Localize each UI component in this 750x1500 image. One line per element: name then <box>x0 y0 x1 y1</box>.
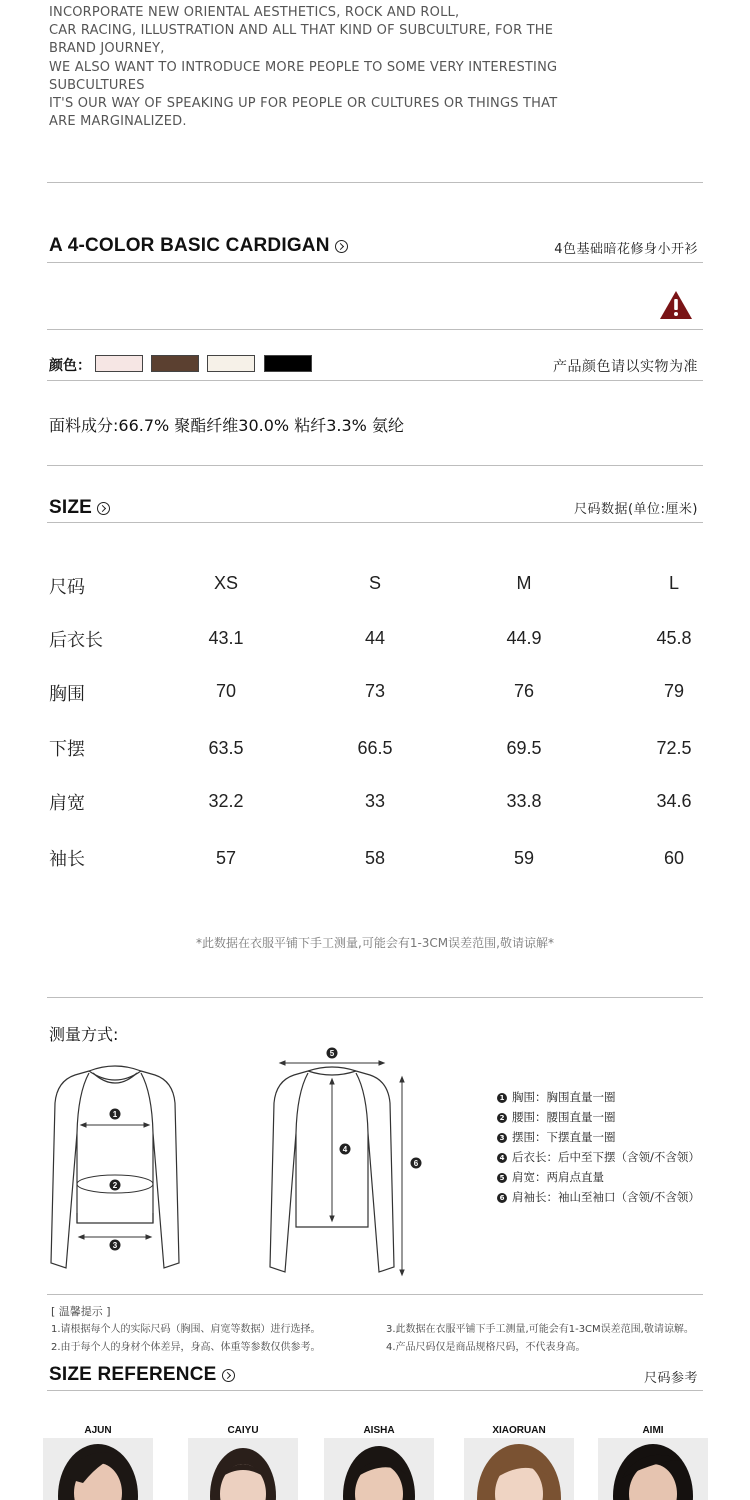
color-label: 颜色： <box>49 358 91 374</box>
intro-line: CAR RACING, ILLUSTRATION AND ALL THAT KIND OF SUBCULTURE, FOR THE <box>49 23 554 39</box>
measure-marker-3 <box>110 1240 121 1251</box>
size-header-label: 尺码 <box>49 577 85 598</box>
size-header: S <box>368 573 381 593</box>
size-title-row <box>49 497 110 519</box>
color-swatch[interactable] <box>207 355 255 372</box>
measure-marker-label: 4 <box>342 1145 348 1154</box>
model-name: AJUN <box>84 1425 112 1436</box>
tip-item: 4.产品尺码仅是商品规格尺码，不代表身高。 <box>386 1342 586 1353</box>
size-reference-title: SIZE REFERENCE <box>49 1364 217 1385</box>
intro-line: WE ALSO WANT TO INTRODUCE MORE PEOPLE TO SOME VERY INTERESTING <box>49 59 558 75</box>
size-disclaimer: *此数据在衣服平铺下手工测量,可能会有1-3CM误差范围,敬请谅解* <box>196 936 554 950</box>
color-swatch[interactable] <box>95 355 143 372</box>
divider <box>47 465 703 466</box>
measure-title: 测量方式: <box>49 1025 119 1044</box>
measure-marker-label: 2 <box>112 1181 118 1190</box>
legend-item <box>497 1147 700 1167</box>
divider <box>47 1390 703 1391</box>
model-portrait <box>324 1438 434 1500</box>
model-name: XIAORUAN <box>492 1425 546 1436</box>
model-portrait <box>43 1438 153 1500</box>
warning-icon <box>659 290 693 320</box>
front-garment-diagram <box>45 1063 185 1278</box>
product-title: A 4-COLOR BASIC CARDIGAN <box>49 235 330 256</box>
size-reference-label: 尺码参考 <box>643 1371 698 1386</box>
size-cell: 72.5 <box>656 738 692 758</box>
legend-number: 6 <box>497 1193 507 1203</box>
measure-marker-label: 1 <box>112 1110 118 1119</box>
chevron-right-circle-icon <box>97 502 110 515</box>
size-cell: 66.5 <box>357 738 393 758</box>
size-reference-title-row <box>49 1364 235 1386</box>
legend-number: 5 <box>497 1173 507 1183</box>
size-header: M <box>516 573 532 593</box>
intro-line: BRAND JOURNEY, <box>49 41 165 57</box>
size-cell: 76 <box>513 681 535 701</box>
size-cell: 59 <box>513 848 535 868</box>
fabric-composition: 面料成分:66.7% 聚酯纤维30.0% 粘纤3.3% 氨纶 <box>49 416 404 435</box>
legend-item <box>497 1087 700 1107</box>
intro-line: SUBCULTURES <box>49 77 145 93</box>
chevron-right-circle-icon <box>335 240 348 253</box>
size-cell: 45.8 <box>656 628 692 648</box>
legend-text: 肩袖长：袖山至袖口（含领/不含领） <box>512 1190 700 1204</box>
intro-line: INCORPORATE NEW ORIENTAL AESTHETICS, ROCK AND ROLL, <box>49 5 460 20</box>
model-portrait <box>464 1438 574 1500</box>
divider <box>47 329 703 330</box>
model-photo[interactable] <box>598 1438 708 1500</box>
measure-marker-6 <box>411 1158 422 1169</box>
model-name: AIMI <box>642 1425 664 1436</box>
row-label: 胸围 <box>49 684 85 705</box>
divider <box>47 262 703 263</box>
size-cell: 60 <box>663 848 685 868</box>
product-title-row <box>49 235 348 257</box>
model-photo[interactable] <box>43 1438 153 1500</box>
chevron-right-circle-icon <box>222 1369 235 1382</box>
row-label: 袖长 <box>49 849 85 870</box>
measure-marker-1 <box>110 1109 121 1120</box>
size-cell: 43.1 <box>208 628 244 648</box>
model-portrait <box>598 1438 708 1500</box>
divider <box>47 1294 703 1295</box>
product-subtitle-cn: 4色基础暗花修身小开衫 <box>554 242 698 257</box>
size-cell: 32.2 <box>208 791 244 811</box>
intro-line: IT'S OUR WAY OF SPEAKING UP FOR PEOPLE OR CULTURES OR THINGS THAT <box>49 96 558 112</box>
divider <box>47 522 703 523</box>
legend-text: 摆围：下摆直量一圈 <box>512 1130 616 1144</box>
legend-item <box>497 1167 700 1187</box>
divider <box>47 380 703 381</box>
legend-item <box>497 1187 700 1207</box>
legend-text: 腰围：腰围直量一圈 <box>512 1110 616 1124</box>
tip-item: 3.此数据在衣服平铺下手工测量,可能会有1-3CM误差范围,敬请谅解。 <box>386 1324 694 1335</box>
size-cell: 69.5 <box>506 738 542 758</box>
legend-text: 肩宽：两肩点直量 <box>512 1170 604 1184</box>
size-cell: 63.5 <box>208 738 244 758</box>
tip-item: 2.由于每个人的身材个体差异，身高、体重等参数仅供参考。 <box>51 1342 321 1353</box>
model-photo[interactable] <box>324 1438 434 1500</box>
size-cell: 33 <box>364 791 386 811</box>
legend-number: 4 <box>497 1153 507 1163</box>
measure-marker-label: 5 <box>329 1049 335 1058</box>
size-cell: 73 <box>364 681 386 701</box>
size-cell: 33.8 <box>506 791 542 811</box>
legend-text: 胸围：胸围直量一圈 <box>512 1090 616 1104</box>
size-header: XS <box>213 573 238 593</box>
size-cell: 44.9 <box>506 628 542 648</box>
legend-number: 2 <box>497 1113 507 1123</box>
color-note: 产品颜色请以实物为准 <box>553 359 698 375</box>
size-cell: 79 <box>663 681 685 701</box>
row-label: 下摆 <box>49 739 85 760</box>
size-cell: 58 <box>364 848 386 868</box>
model-portrait <box>188 1438 298 1500</box>
size-cell: 34.6 <box>656 791 692 811</box>
divider <box>47 997 703 998</box>
measure-marker-2 <box>110 1180 121 1191</box>
color-swatch[interactable] <box>264 355 312 372</box>
legend-item <box>497 1107 700 1127</box>
measure-marker-label: 6 <box>413 1159 419 1168</box>
measure-marker-label: 3 <box>112 1241 118 1250</box>
color-swatch[interactable] <box>151 355 199 372</box>
legend-item <box>497 1127 700 1147</box>
size-unit-label: 尺码数据(单位:厘米) <box>573 502 698 517</box>
tips-title: [ 温馨提示 ] <box>51 1305 111 1318</box>
intro-line: ARE MARGINALIZED. <box>49 114 187 130</box>
size-header: L <box>668 573 679 593</box>
measure-marker-4 <box>340 1144 351 1155</box>
legend-number: 1 <box>497 1093 507 1103</box>
measure-legend <box>497 1087 700 1207</box>
size-cell: 44 <box>364 628 386 648</box>
row-label: 后衣长 <box>49 630 103 651</box>
row-label: 肩宽 <box>49 793 85 814</box>
size-cell: 57 <box>215 848 237 868</box>
model-photo[interactable] <box>464 1438 574 1500</box>
size-cell: 70 <box>215 681 237 701</box>
model-name: CAIYU <box>227 1425 259 1436</box>
legend-number: 3 <box>497 1133 507 1143</box>
measure-marker-5 <box>327 1048 338 1059</box>
model-name: AISHA <box>363 1425 395 1436</box>
model-photo[interactable] <box>188 1438 298 1500</box>
size-title: SIZE <box>49 497 93 518</box>
legend-text: 后衣长：后中至下摆（含领/不含领） <box>512 1150 700 1164</box>
back-garment-diagram <box>260 1045 430 1278</box>
divider <box>47 182 703 183</box>
brand-intro <box>49 4 609 131</box>
tip-item: 1.请根据每个人的实际尺码（胸围、肩宽等数据）进行选择。 <box>51 1324 321 1335</box>
